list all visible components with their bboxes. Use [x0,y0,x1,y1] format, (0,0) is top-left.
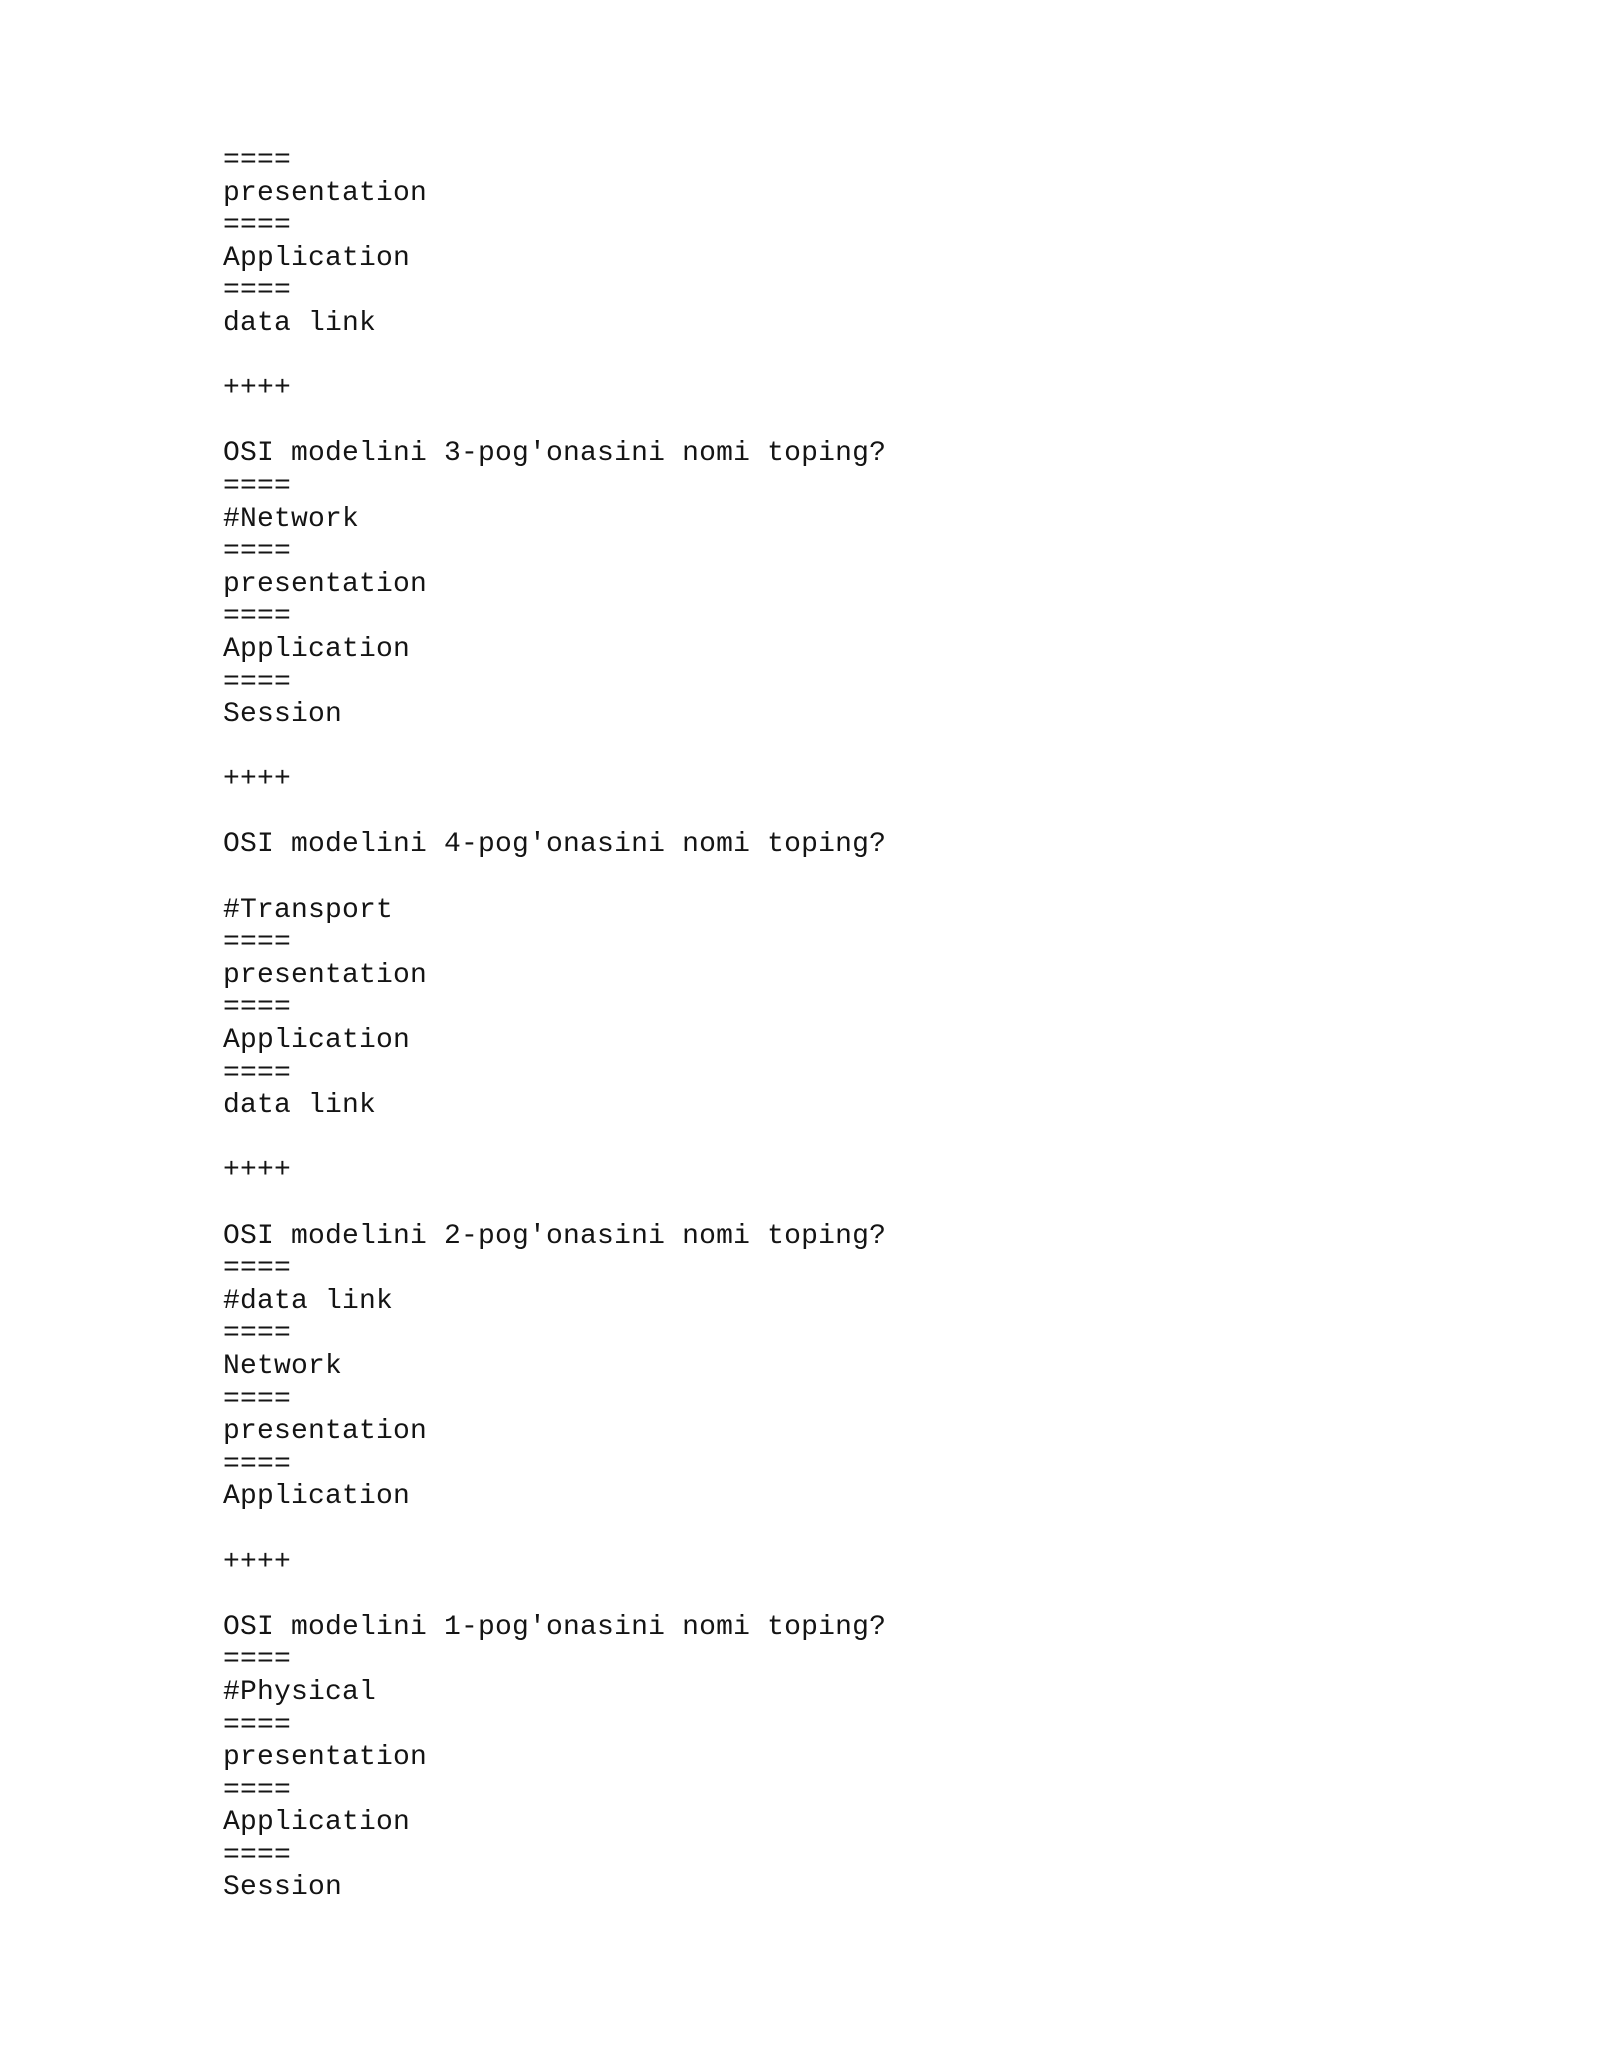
question-line: OSI modelini 2-pog'onasini nomi toping? [223,1220,887,1252]
answer-option-line: Application [223,1481,411,1513]
correct-answer-line: #Physical [223,1676,377,1708]
correct-answer-line: #Transport [223,894,394,926]
question-line: OSI modelini 3-pog'onasini nomi toping? [223,438,887,470]
answer-option-line: presentation [223,1742,428,1774]
correct-answer-line: #Network [223,503,360,535]
separator-line: ==== [223,1057,292,1089]
separator-line: ==== [223,1709,292,1741]
answer-option-line: Network [223,1350,343,1382]
blank-line [223,1514,886,1547]
blank-line [223,406,886,439]
blank-line [223,1123,886,1156]
blank-line [223,732,886,765]
answer-option-line: presentation [223,568,428,600]
blank-line [223,862,886,895]
correct-answer-line: #data link [223,1285,394,1317]
answer-option-line: data link [223,1090,377,1122]
answer-option-line: presentation [223,959,428,991]
question-line: OSI modelini 1-pog'onasini nomi toping? [223,1611,887,1643]
document-page [223,145,886,1905]
separator-line: ==== [223,1774,292,1806]
separator-line: ==== [223,145,292,176]
answer-option-line: presentation [223,177,428,209]
question-separator-line: ++++ [223,764,292,796]
question-separator-line: ++++ [223,373,292,405]
answer-option-line: Application [223,1025,411,1057]
answer-option-line: Application [223,1807,411,1839]
separator-line: ==== [223,1839,292,1871]
separator-line: ==== [223,992,292,1024]
blank-line [223,797,886,830]
answer-option-line: presentation [223,1416,428,1448]
answer-option-line: Session [223,1872,343,1904]
answer-option-line: Application [223,242,411,274]
separator-line: ==== [223,1318,292,1350]
separator-line: ==== [223,1383,292,1415]
separator-line: ==== [223,210,292,242]
separator-line: ==== [223,1253,292,1285]
blank-line [223,1579,886,1612]
separator-line: ==== [223,601,292,633]
separator-line: ==== [223,1448,292,1480]
blank-line [223,1188,886,1221]
question-separator-line: ++++ [223,1155,292,1187]
separator-line: ==== [223,275,292,307]
separator-line: ==== [223,666,292,698]
answer-option-line: data link [223,307,377,339]
separator-line: ==== [223,470,292,502]
blank-line [223,341,886,374]
question-line: OSI modelini 4-pog'onasini nomi toping? [223,829,887,861]
separator-line: ==== [223,927,292,959]
answer-option-line: Session [223,699,343,731]
answer-option-line: Application [223,633,411,665]
separator-line: ==== [223,536,292,568]
separator-line: ==== [223,1644,292,1676]
question-separator-line: ++++ [223,1546,292,1578]
